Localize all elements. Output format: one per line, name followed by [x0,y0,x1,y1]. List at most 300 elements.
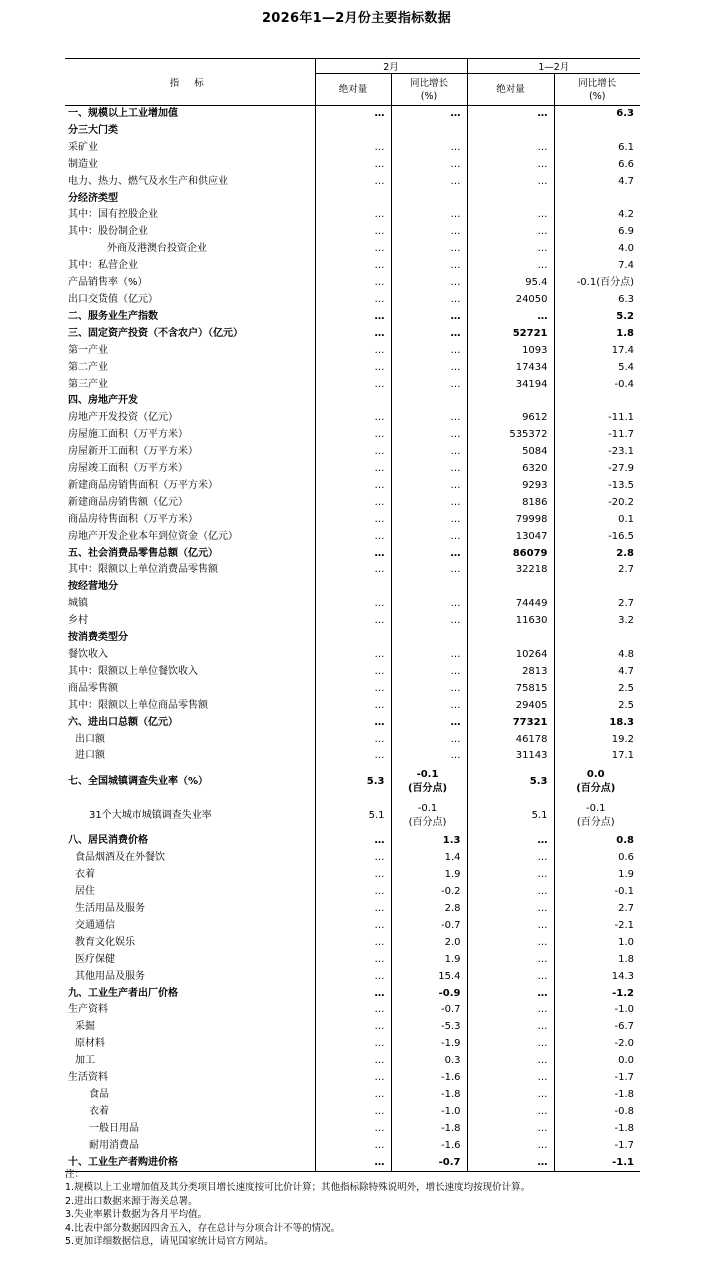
feb-absolute-cell: … [315,1104,391,1121]
janfeb-absolute-cell: 32218 [467,562,554,579]
row-label: 出口额 [65,732,315,749]
feb-growth-cell: … [391,427,467,444]
table-row [65,579,640,596]
row-label: 产品销售率（%） [65,275,315,292]
table-row [65,224,640,241]
feb-absolute-cell: … [315,512,391,529]
feb-absolute-cell: … [315,562,391,579]
table-row [65,140,640,157]
feb-growth-cell: -0.9 [391,986,467,1003]
feb-growth-header [391,74,467,106]
row-label: 分三大门类 [65,123,315,140]
feb-growth-cell: … [391,647,467,664]
feb-absolute-cell: … [315,647,391,664]
janfeb-growth-header-line2: (%) [589,90,606,102]
janfeb-absolute-cell: 46178 [467,732,554,749]
table-row [65,546,640,563]
table-row [65,1138,640,1155]
feb-absolute-cell: … [315,258,391,275]
feb-growth-header-line2: (%) [420,90,438,102]
note-item: 5.更加详细数据信息，请见国家统计局官方网站。 [65,1236,274,1248]
table-row [65,174,640,191]
row-label: 房地产开发投资（亿元） [65,410,315,427]
feb-growth-cell: … [391,732,467,749]
janfeb-absolute-cell: 11630 [467,613,554,630]
row-label: 按消费类型分 [65,630,315,647]
table-row [65,867,640,884]
feb-growth-cell: 1.9 [391,952,467,969]
janfeb-growth-cell: 17.1 [554,748,640,765]
janfeb-growth-cell: -0.8 [554,1104,640,1121]
table-row [65,360,640,377]
feb-growth-cell: … [391,224,467,241]
row-label: 其中：国有控股企业 [65,207,315,224]
feb-growth-header-line1: 同比增长 [410,77,449,89]
feb-absolute-cell: … [315,157,391,174]
row-label: 衣着 [65,1104,315,1121]
janfeb-absolute-cell: … [467,140,554,157]
table-row [65,715,640,732]
table-row [65,427,640,444]
table-row [65,1002,640,1019]
table-row [65,1070,640,1087]
feb-absolute-cell [315,630,391,647]
feb-growth-cell: -1.8 [391,1087,467,1104]
table-row [65,292,640,309]
janfeb-growth-cell [554,123,640,140]
table-row [65,1053,640,1070]
feb-absolute-cell: … [315,1070,391,1087]
janfeb-absolute-cell: … [467,969,554,986]
feb-growth-cell: … [391,664,467,681]
janfeb-absolute-cell: 24050 [467,292,554,309]
feb-absolute-cell: 5.3 [315,765,391,799]
feb-growth-cell: … [391,410,467,427]
feb-absolute-cell: … [315,935,391,952]
feb-absolute-cell: … [315,715,391,732]
table-row [65,833,640,850]
janfeb-growth-cell: 3.2 [554,613,640,630]
feb-absolute-cell: … [315,952,391,969]
janfeb-absolute-cell: … [467,258,554,275]
feb-growth-cell-value: -0.1 [416,769,439,781]
table-row [65,343,640,360]
page-title: 2026年1—2月份主要指标数据 [261,11,452,26]
janfeb-growth-cell-unit: (百分点) [576,817,615,829]
janfeb-growth-cell: 6.1 [554,140,640,157]
feb-absolute-cell: … [315,495,391,512]
janfeb-growth-cell: -0.1(百分点) [554,275,640,292]
janfeb-growth-cell: 1.0 [554,935,640,952]
row-label: 食品烟酒及在外餐饮 [65,850,315,867]
table-row [65,309,640,326]
janfeb-growth-cell: 19.2 [554,732,640,749]
feb-absolute-cell: … [315,1155,391,1172]
row-label: 五、社会消费品零售总额（亿元） [65,546,315,563]
feb-growth-cell: … [391,681,467,698]
row-label: 加工 [65,1053,315,1070]
table-row [65,191,640,208]
table-row [65,884,640,901]
table-row [65,952,640,969]
janfeb-absolute-cell: … [467,833,554,850]
row-label: 二、服务业生产指数 [65,309,315,326]
feb-absolute-cell: … [315,1087,391,1104]
janfeb-growth-cell: -11.7 [554,427,640,444]
janfeb-absolute-cell: … [467,224,554,241]
row-label: 一、规模以上工业增加值 [65,106,315,123]
row-label: 第三产业 [65,377,315,394]
feb-growth-cell: … [391,326,467,343]
janfeb-growth-cell: 14.3 [554,969,640,986]
feb-growth-cell: … [391,748,467,765]
janfeb-growth-cell [554,579,640,596]
janfeb-growth-cell: 2.8 [554,546,640,563]
table-row [65,1087,640,1104]
janfeb-growth-cell: -13.5 [554,478,640,495]
row-label: 教育文化娱乐 [65,935,315,952]
janfeb-absolute-cell: … [467,1036,554,1053]
feb-growth-cell: 15.4 [391,969,467,986]
feb-absolute-cell: … [315,884,391,901]
janfeb-absolute-cell: 535372 [467,427,554,444]
janfeb-absolute-cell: 34194 [467,377,554,394]
row-label: 其中：限额以上单位餐饮收入 [65,664,315,681]
janfeb-absolute-cell: … [467,1155,554,1172]
janfeb-absolute-cell: 29405 [467,698,554,715]
row-label: 四、房地产开发 [65,393,315,410]
table-row [65,157,640,174]
row-label: 新建商品房销售面积（万平方米） [65,478,315,495]
janfeb-growth-cell: 6.3 [554,292,640,309]
janfeb-growth-cell: 4.7 [554,174,640,191]
janfeb-absolute-cell: 2813 [467,664,554,681]
feb-absolute-cell: … [315,850,391,867]
feb-growth-cell: -0.2 [391,884,467,901]
janfeb-growth-cell: -1.0 [554,1002,640,1019]
feb-growth-cell [391,579,467,596]
row-label: 按经营地分 [65,579,315,596]
feb-absolute-cell [315,579,391,596]
feb-absolute-cell: … [315,241,391,258]
indicators-table [65,58,640,1172]
janfeb-absolute-header: 绝对量 [467,74,554,106]
feb-growth-cell: … [391,377,467,394]
janfeb-absolute-cell: … [467,935,554,952]
table-row [65,765,640,799]
janfeb-growth-cell: 0.6 [554,850,640,867]
janfeb-absolute-cell: 31143 [467,748,554,765]
feb-growth-cell-unit: (百分点) [408,817,447,829]
row-label: 原材料 [65,1036,315,1053]
janfeb-absolute-cell: … [467,106,554,123]
feb-absolute-cell: … [315,360,391,377]
janfeb-growth-cell: -2.0 [554,1036,640,1053]
feb-absolute-cell: … [315,596,391,613]
feb-absolute-cell: … [315,969,391,986]
table-row [65,664,640,681]
row-label: 其中：私营企业 [65,258,315,275]
janfeb-header: 1—2月 [467,59,640,74]
feb-growth-cell: 1.9 [391,867,467,884]
table-row [65,106,640,123]
table-row [65,123,640,140]
janfeb-absolute-cell: 74449 [467,596,554,613]
janfeb-growth-cell: 5.4 [554,360,640,377]
feb-growth-cell: … [391,546,467,563]
row-label: 乡村 [65,613,315,630]
janfeb-growth-header-line1: 同比增长 [578,77,617,89]
feb-growth-cell: … [391,360,467,377]
feb-growth-cell: … [391,241,467,258]
row-label: 九、工业生产者出厂价格 [65,986,315,1003]
feb-growth-cell: … [391,275,467,292]
row-label: 采矿业 [65,140,315,157]
feb-growth-cell: … [391,258,467,275]
janfeb-absolute-cell [467,630,554,647]
janfeb-absolute-cell: 1093 [467,343,554,360]
janfeb-growth-cell: -20.2 [554,495,640,512]
janfeb-absolute-cell: 8186 [467,495,554,512]
janfeb-absolute-cell [467,393,554,410]
janfeb-absolute-cell: 5.1 [467,799,554,833]
table-row [65,529,640,546]
feb-absolute-cell: … [315,867,391,884]
row-label: 分经济类型 [65,191,315,208]
table-row [65,444,640,461]
janfeb-absolute-cell: 79998 [467,512,554,529]
feb-absolute-cell: … [315,1138,391,1155]
table-row [65,1036,640,1053]
feb-growth-cell: … [391,529,467,546]
feb-absolute-cell: … [315,377,391,394]
janfeb-growth-cell: -16.5 [554,529,640,546]
row-label: 其他用品及服务 [65,969,315,986]
table-body [65,106,640,1172]
table-row [65,630,640,647]
janfeb-growth-cell: 2.7 [554,562,640,579]
feb-absolute-cell: … [315,207,391,224]
row-label: 八、居民消费价格 [65,833,315,850]
janfeb-growth-cell: 4.7 [554,664,640,681]
janfeb-absolute-cell: … [467,850,554,867]
feb-growth-cell: … [391,207,467,224]
feb-growth-cell: … [391,495,467,512]
row-label: 房屋施工面积（万平方米） [65,427,315,444]
feb-growth-cell: -0.7 [391,1155,467,1172]
janfeb-absolute-cell: 5084 [467,444,554,461]
row-label: 房屋竣工面积（万平方米） [65,461,315,478]
janfeb-absolute-cell: 75815 [467,681,554,698]
table-row [65,1121,640,1138]
feb-absolute-cell: … [315,918,391,935]
feb-growth-cell: … [391,106,467,123]
table-row [65,478,640,495]
row-label: 衣着 [65,867,315,884]
janfeb-growth-cell: 2.7 [554,596,640,613]
janfeb-growth-cell: -1.2 [554,986,640,1003]
feb-absolute-cell: … [315,1121,391,1138]
feb-growth-cell: 2.8 [391,901,467,918]
feb-growth-cell: … [391,461,467,478]
feb-absolute-cell: … [315,444,391,461]
janfeb-absolute-cell: 95.4 [467,275,554,292]
table-row [65,986,640,1003]
row-label: 房屋新开工面积（万平方米） [65,444,315,461]
row-label: 七、全国城镇调查失业率（%） [65,765,315,799]
janfeb-growth-cell [554,630,640,647]
feb-absolute-cell: … [315,986,391,1003]
feb-growth-cell: … [391,613,467,630]
feb-absolute-cell: … [315,427,391,444]
row-label: 31个大城市城镇调查失业率 [65,799,315,833]
notes-section [65,1168,643,1248]
row-label: 电力、热力、燃气及水生产和供应业 [65,174,315,191]
janfeb-growth-cell: 0.1 [554,512,640,529]
janfeb-absolute-cell [467,191,554,208]
feb-growth-cell-value: -0.1 [417,803,438,815]
table-row [65,495,640,512]
janfeb-absolute-cell [467,123,554,140]
feb-growth-cell: -1.0 [391,1104,467,1121]
janfeb-absolute-cell: … [467,986,554,1003]
table-row [65,275,640,292]
janfeb-growth-cell: -1.8 [554,1121,640,1138]
feb-growth-cell-unit: (百分点) [407,783,448,795]
janfeb-growth-cell [554,765,640,799]
feb-absolute-cell: … [315,1053,391,1070]
janfeb-growth-cell-unit: (百分点) [576,783,616,795]
janfeb-growth-cell: 6.6 [554,157,640,174]
feb-absolute-cell: … [315,748,391,765]
janfeb-absolute-cell: … [467,952,554,969]
table-row [65,258,640,275]
janfeb-absolute-cell: … [467,174,554,191]
feb-absolute-cell: … [315,664,391,681]
janfeb-growth-cell: -6.7 [554,1019,640,1036]
table-row [65,918,640,935]
table-row [65,748,640,765]
feb-growth-cell: … [391,140,467,157]
row-label: 制造业 [65,157,315,174]
feb-growth-cell: … [391,562,467,579]
janfeb-absolute-cell: 5.3 [467,765,554,799]
feb-growth-cell: -1.6 [391,1070,467,1087]
row-label: 三、固定资产投资（不含农户）（亿元） [65,326,315,343]
table-row [65,613,640,630]
feb-growth-cell: … [391,478,467,495]
feb-absolute-cell: … [315,833,391,850]
feb-absolute-cell: … [315,106,391,123]
note-item: 4.比表中部分数据因四舍五入，存在总计与分项合计不等的情况。 [65,1222,341,1234]
janfeb-absolute-cell: … [467,1019,554,1036]
feb-growth-cell [391,630,467,647]
janfeb-growth-cell: 4.0 [554,241,640,258]
feb-growth-cell: … [391,157,467,174]
janfeb-absolute-cell: … [467,867,554,884]
janfeb-growth-cell: 4.2 [554,207,640,224]
feb-growth-cell [391,799,467,833]
feb-absolute-cell [315,191,391,208]
table-row [65,901,640,918]
row-label: 餐饮收入 [65,647,315,664]
feb-absolute-cell: … [315,140,391,157]
feb-growth-cell: … [391,309,467,326]
janfeb-absolute-cell: 10264 [467,647,554,664]
janfeb-absolute-cell: … [467,207,554,224]
janfeb-growth-cell [554,799,640,833]
janfeb-absolute-cell: … [467,1104,554,1121]
feb-absolute-cell: … [315,732,391,749]
janfeb-absolute-cell: 9293 [467,478,554,495]
row-label: 房地产开发企业本年到位资金（亿元） [65,529,315,546]
table-row [65,596,640,613]
feb-absolute-cell: … [315,478,391,495]
janfeb-absolute-cell: … [467,1070,554,1087]
table-row [65,698,640,715]
feb-absolute-cell: … [315,326,391,343]
feb-growth-cell: … [391,292,467,309]
janfeb-growth-cell: -1.8 [554,1087,640,1104]
feb-header: 2月 [315,59,467,74]
note-item: 2.进出口数据来源于海关总署。 [65,1195,198,1207]
janfeb-absolute-cell: … [467,309,554,326]
row-label: 食品 [65,1087,315,1104]
janfeb-growth-cell [554,191,640,208]
row-label: 采掘 [65,1019,315,1036]
feb-growth-cell: … [391,596,467,613]
janfeb-growth-cell: -0.4 [554,377,640,394]
janfeb-growth-cell: 0.8 [554,833,640,850]
janfeb-absolute-cell: 9612 [467,410,554,427]
janfeb-growth-cell: -0.1 [554,884,640,901]
janfeb-growth-cell: 17.4 [554,343,640,360]
table-row [65,850,640,867]
janfeb-absolute-cell: … [467,1053,554,1070]
feb-absolute-cell [315,123,391,140]
feb-absolute-cell: … [315,275,391,292]
feb-absolute-cell: … [315,546,391,563]
table-row [65,393,640,410]
table-row [65,326,640,343]
janfeb-absolute-cell: 77321 [467,715,554,732]
feb-growth-cell: … [391,698,467,715]
janfeb-growth-cell: -27.9 [554,461,640,478]
table-row [65,732,640,749]
feb-absolute-cell: … [315,681,391,698]
table-row [65,241,640,258]
feb-growth-cell: 1.3 [391,833,467,850]
notes-heading: 注： [65,1169,85,1180]
feb-absolute-cell: … [315,309,391,326]
table-row [65,969,640,986]
feb-growth-cell: -0.7 [391,918,467,935]
row-label: 第二产业 [65,360,315,377]
row-label: 其中：股份制企业 [65,224,315,241]
row-label: 医疗保健 [65,952,315,969]
row-label: 六、进出口总额（亿元） [65,715,315,732]
feb-absolute-cell: … [315,529,391,546]
row-label: 十、工业生产者购进价格 [65,1155,315,1172]
feb-growth-cell [391,393,467,410]
janfeb-growth-cell: 2.7 [554,901,640,918]
janfeb-growth-cell: 2.5 [554,698,640,715]
table-row [65,935,640,952]
janfeb-growth-cell: 1.9 [554,867,640,884]
janfeb-absolute-cell: 6320 [467,461,554,478]
table-row [65,207,640,224]
janfeb-growth-cell: -1.1 [554,1155,640,1172]
